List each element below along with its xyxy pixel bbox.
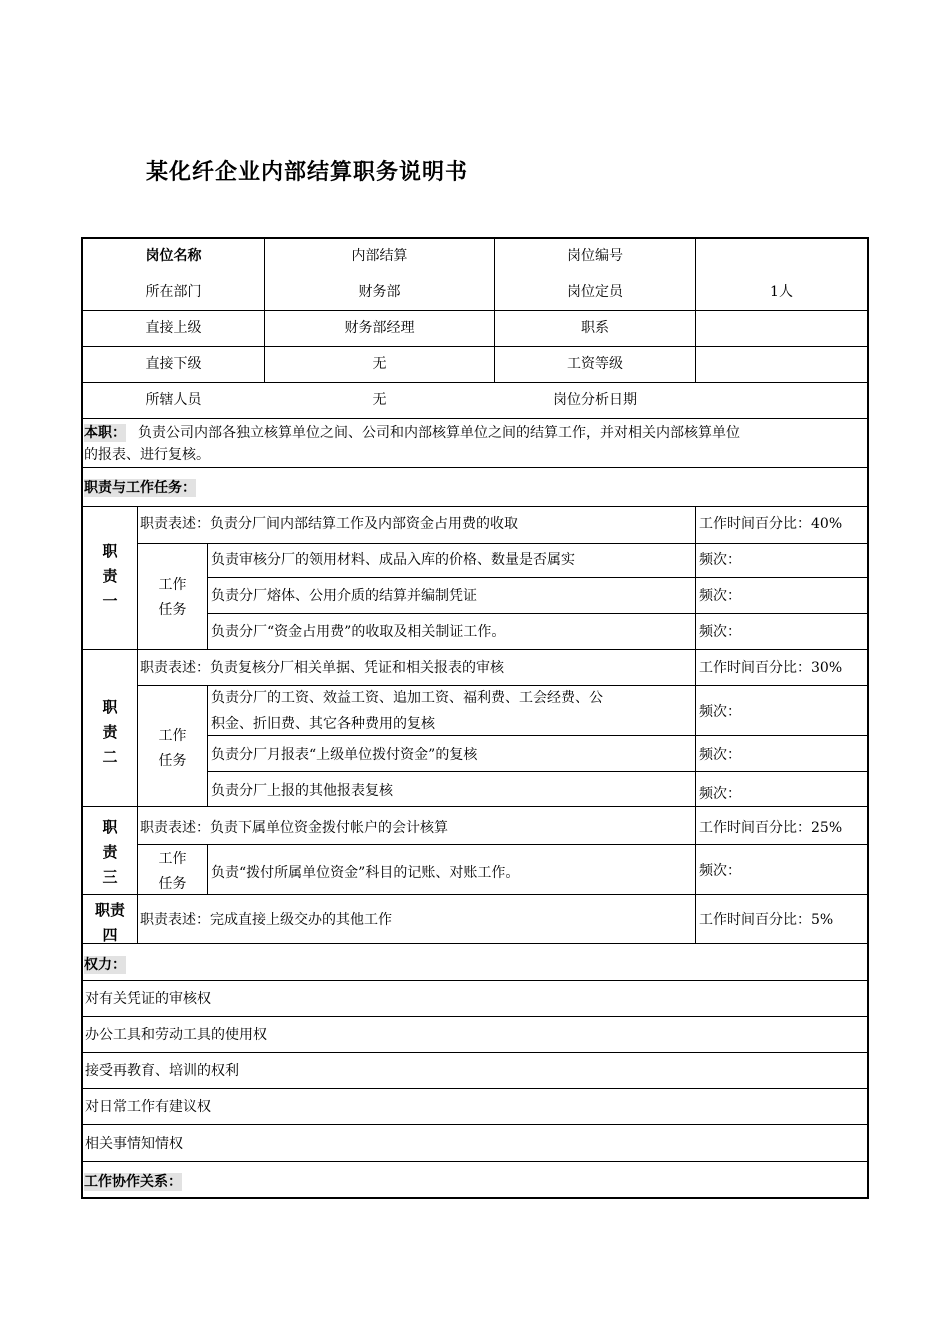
info-label-job-family: 职系 bbox=[581, 320, 609, 336]
duty-4-percent: 工作时间百分比：5% bbox=[699, 912, 834, 928]
duties-header: 职责与工作任务： bbox=[84, 480, 196, 496]
duty-2-task-1-line-1: 负责分厂的工资、效益工资、追加工资、福利费、工会经费、公 bbox=[211, 690, 603, 706]
duty-4-statement: 职责表述：完成直接上级交办的其他工作 bbox=[140, 912, 392, 928]
duty-1-freq-3: 频次： bbox=[699, 624, 741, 640]
duty-1-task-label: 工作 任务 bbox=[158, 577, 187, 618]
duty-2-statement: 职责表述：负责复核分厂相关单据、凭证和相关报表的审核 bbox=[140, 660, 504, 676]
duty-3-freq-1: 频次： bbox=[699, 863, 741, 879]
info-label-department: 所在部门 bbox=[145, 284, 202, 300]
duty-2-task-1-line-2: 积金、折旧费、其它各种费用的复核 bbox=[211, 716, 435, 732]
info-label-analysis-date: 岗位分析日期 bbox=[553, 392, 637, 408]
duty-2-freq-1: 频次： bbox=[699, 704, 741, 720]
power-item-4: 对日常工作有建议权 bbox=[85, 1099, 211, 1115]
info-value-headcount: 1人 bbox=[770, 284, 793, 300]
duty-3-name: 职 责 三 bbox=[102, 818, 118, 886]
info-value-position-name: 内部结算 bbox=[351, 248, 408, 264]
info-label-subordinate: 直接下级 bbox=[145, 356, 202, 372]
duty-1-freq-1: 频次： bbox=[699, 552, 741, 568]
power-header: 权力： bbox=[84, 957, 126, 973]
duty-1-task-3: 负责分厂“资金占用费”的收取及相关制证工作。 bbox=[211, 624, 506, 640]
duty-1-name: 职 责 一 bbox=[102, 542, 118, 610]
info-value-subordinate: 无 bbox=[372, 356, 387, 372]
duty-1-task-1: 负责审核分厂的领用材料、成品入库的价格、数量是否属实 bbox=[211, 552, 575, 568]
info-label-supervisor: 直接上级 bbox=[145, 320, 202, 336]
benzhi-line-2: 的报表、进行复核。 bbox=[84, 447, 210, 463]
power-item-3: 接受再教育、培训的权利 bbox=[85, 1063, 239, 1079]
power-item-5: 相关事情知情权 bbox=[85, 1136, 183, 1152]
cooperation-header: 工作协作关系： bbox=[84, 1174, 182, 1190]
duty-2-percent: 工作时间百分比：30% bbox=[699, 660, 843, 676]
benzhi-line-1: 负责公司内部各独立核算单位之间、公司和内部核算单位之间的结算工作，并对相关内部核算单位 bbox=[138, 425, 740, 441]
info-label-staff: 所辖人员 bbox=[145, 392, 202, 408]
duty-3-percent: 工作时间百分比：25% bbox=[699, 820, 843, 836]
power-item-2: 办公工具和劳动工具的使用权 bbox=[85, 1027, 267, 1043]
duty-3-task-label: 工作 任务 bbox=[158, 851, 187, 892]
duty-1-task-2: 负责分厂熔体、公用介质的结算并编制凭证 bbox=[211, 588, 477, 604]
benzhi-label: 本职： bbox=[84, 425, 126, 441]
page-title: 某化纤企业内部结算职务说明书 bbox=[146, 160, 469, 185]
info-label-position-name: 岗位名称 bbox=[145, 248, 202, 264]
info-label-salary-grade: 工资等级 bbox=[567, 356, 623, 372]
power-item-1: 对有关凭证的审核权 bbox=[85, 991, 211, 1007]
job-description-table bbox=[81, 237, 869, 1199]
duty-1-freq-2: 频次： bbox=[699, 588, 741, 604]
info-label-position-code: 岗位编号 bbox=[567, 248, 623, 264]
duty-3-task-1: 负责“拨付所属单位资金”科目的记账、对账工作。 bbox=[211, 865, 520, 881]
info-value-staff: 无 bbox=[372, 392, 387, 408]
info-value-department: 财务部 bbox=[358, 284, 401, 300]
duty-1-percent: 工作时间百分比：40% bbox=[699, 516, 843, 532]
duty-2-freq-3: 频次： bbox=[699, 786, 741, 802]
duty-2-task-2: 负责分厂月报表“上级单位拨付资金”的复核 bbox=[211, 747, 478, 763]
info-value-supervisor: 财务部经理 bbox=[344, 320, 415, 336]
info-label-headcount: 岗位定员 bbox=[567, 284, 623, 300]
duty-3-statement: 职责表述：负责下属单位资金拨付帐户的会计核算 bbox=[140, 820, 448, 836]
duty-2-task-3: 负责分厂上报的其他报表复核 bbox=[211, 783, 393, 799]
duty-2-freq-2: 频次： bbox=[699, 747, 741, 763]
duty-1-statement: 职责表述：负责分厂间内部结算工作及内部资金占用费的收取 bbox=[140, 516, 518, 532]
duty-4-name: 职责 四 bbox=[94, 901, 125, 944]
duty-2-name: 职 责 二 bbox=[102, 698, 118, 766]
duty-2-task-label: 工作 任务 bbox=[158, 728, 187, 769]
